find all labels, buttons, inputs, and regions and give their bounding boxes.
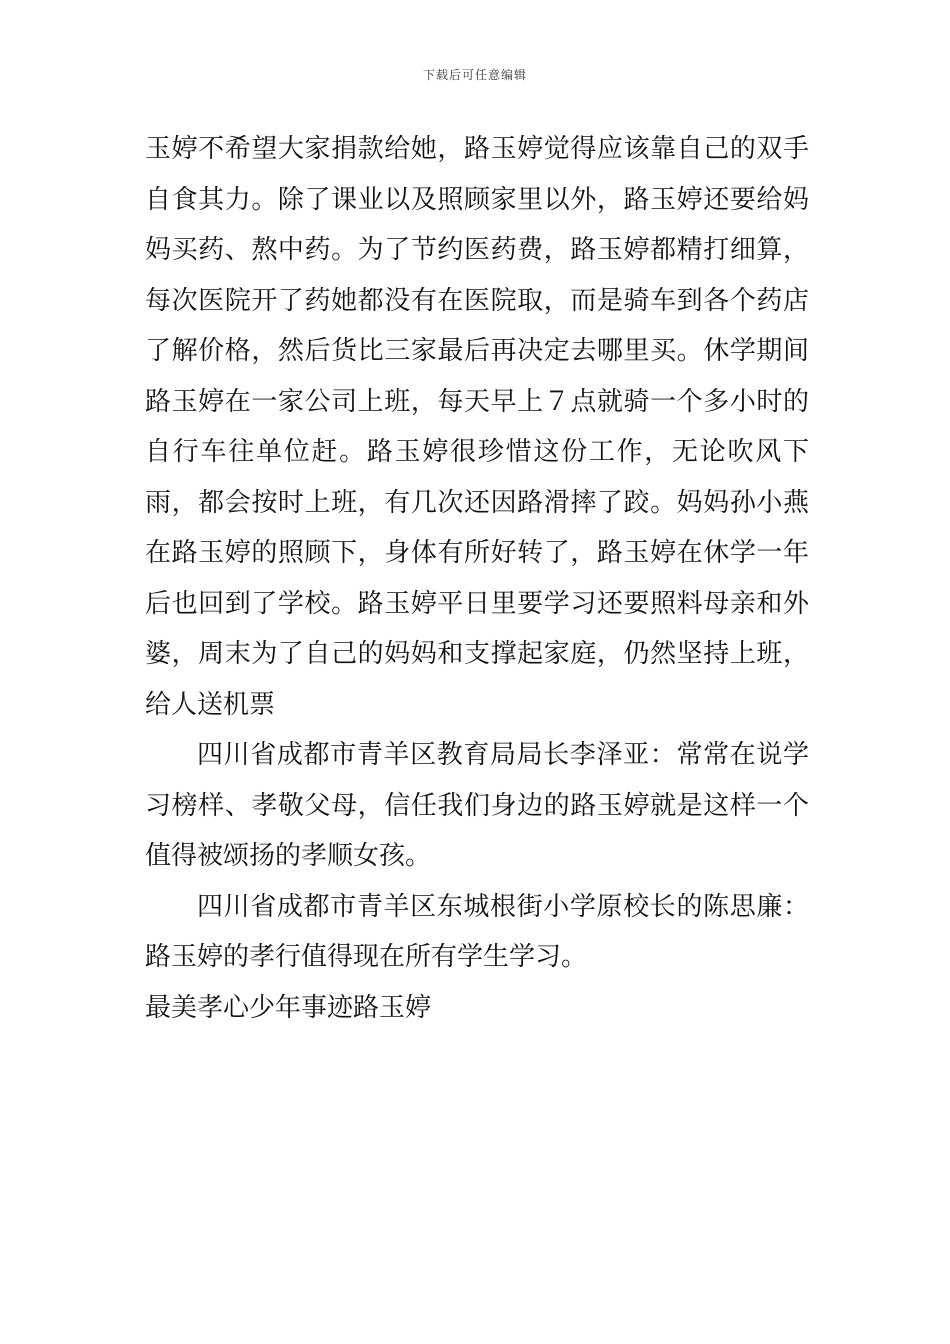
page-header-note: 下载后可任意编辑: [422, 68, 527, 82]
closing-title: 最美孝心少年事迹路玉婷: [145, 992, 432, 1023]
paragraph-quote-principal: 四川省成都市青羊区东城根街小学原校长的陈思廉：路玉婷的孝行值得现在所有学生学习。: [145, 891, 809, 972]
paragraph-story: 玉婷不希望大家捐款给她，路玉婷觉得应该靠自己的双手自食其力。除了课业以及照顾家里以外，路玉婷还要给妈妈买药、熬中药。为了节约医药费，路玉婷都精打细算，每次医院开了药她都没有在医院取，而是骑车到各个药店了解价格，然后货比三家最后再决定去哪里买。休学期间路玉婷在一家公司上班，每天早上７点就骑一个多小时的自行车往单位赶。路玉婷很珍惜这份工作，无论吹风下雨，都会按时上班，有几次还因路滑摔了跤。妈妈孙小燕在路玉婷的照顾下，身体有所好转了，路玉婷在休学一年后也回到了学校。路玉婷平日里要学习还要照料母亲和外婆，周末为了自己的妈妈和支撑起家庭，仍然坚持上班，给人送机票: [145, 134, 809, 720]
paragraph-quote-education-bureau: 四川省成都市青羊区教育局局长李泽亚：常常在说学习榜样、孝敬父母，信任我们身边的路玉婷就是这样一个值得被颂扬的孝顺女孩。: [145, 740, 809, 871]
document-body: [145, 124, 809, 1033]
